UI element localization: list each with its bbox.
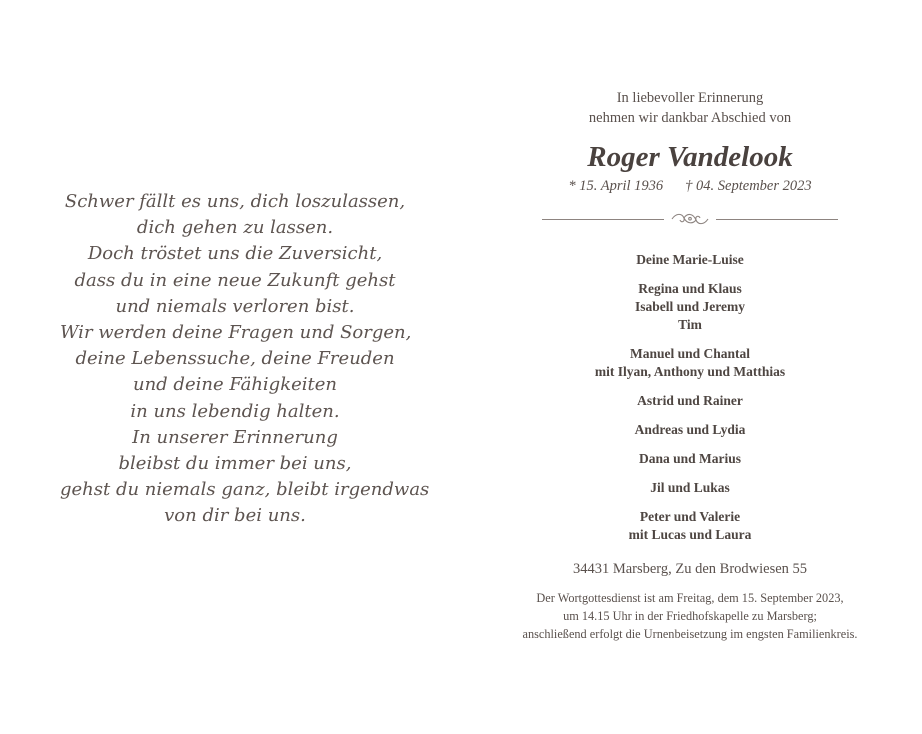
family-line: Regina und Klaus: [638, 281, 742, 296]
family-line: Astrid und Rainer: [637, 393, 743, 408]
poem-line: In unserer Erinnerung: [132, 426, 338, 448]
obituary-panel: [505, 88, 875, 643]
divider-line: [542, 219, 664, 220]
family-group: [505, 479, 875, 497]
family-line: Dana und Marius: [638, 451, 742, 466]
family-line: Manuel und Chantal: [629, 346, 751, 361]
poem-line: und deine Fähigkeiten: [133, 374, 337, 396]
intro-line: nehmen wir dankbar Abschied von: [588, 110, 792, 126]
family-line: Deine Marie-Luise: [636, 252, 744, 267]
family-line: Isabell und Jeremy: [634, 299, 745, 314]
family-group: [505, 392, 875, 410]
poem-line: bleibst du immer bei uns,: [118, 453, 352, 475]
family-group: [505, 421, 875, 439]
poem-line: Wir werden deine Fragen und Sorgen,: [60, 322, 412, 344]
poem-line: deine Lebenssuche, deine Freuden: [75, 348, 395, 370]
family-list: [505, 251, 875, 544]
poem: [60, 189, 430, 530]
poem-line: in uns lebendig halten.: [130, 400, 340, 422]
family-line: mit Lucas und Laura: [628, 527, 752, 542]
service-line: Der Wortgottesdienst ist am Freitag, dem 15. September 2023,: [536, 591, 844, 605]
poem-line: dich gehen zu lassen.: [136, 217, 334, 239]
intro-text: [505, 88, 875, 128]
poem-line: Doch tröstet uns die Zuversicht,: [87, 243, 383, 265]
death-date: † 04. September 2023: [685, 178, 812, 194]
poem-line: Schwer fällt es uns, dich loszulassen,: [64, 191, 406, 212]
family-line: Peter und Valerie: [639, 509, 741, 524]
family-line: Andreas und Lydia: [634, 422, 746, 437]
service-info: [505, 589, 875, 643]
family-group: [505, 450, 875, 468]
deceased-name: Roger Vandelook: [587, 141, 793, 173]
service-line: um 14.15 Uhr in der Friedhofskapelle zu Marsberg;: [563, 609, 817, 623]
poem-line: dass du in eine neue Zukunft gehst: [74, 269, 396, 291]
flourish-icon: [670, 210, 710, 228]
family-line: Tim: [678, 317, 702, 332]
intro-line: In liebevoller Erinnerung: [616, 90, 764, 106]
life-dates: [505, 178, 875, 195]
service-line: anschließend erfolgt die Urnenbeisetzung im engsten Familienkreis.: [522, 627, 858, 641]
family-line: Jil und Lukas: [650, 480, 730, 495]
family-line: mit Ilyan, Anthony und Matthias: [594, 364, 786, 379]
address: 34431 Marsberg, Zu den Brodwiesen 55: [572, 561, 808, 577]
poem-line: gehst du niemals ganz, bleibt irgendwas: [60, 479, 430, 501]
ornament-divider: [505, 209, 875, 229]
poem-line: von dir bei uns.: [164, 505, 306, 527]
family-group: [505, 251, 875, 269]
family-group: [505, 345, 875, 381]
poem-line: und niemals verloren bist.: [115, 295, 355, 317]
family-group: [505, 280, 875, 334]
family-group: [505, 508, 875, 544]
birth-date: * 15. April 1936: [568, 178, 664, 194]
divider-line: [716, 219, 838, 220]
